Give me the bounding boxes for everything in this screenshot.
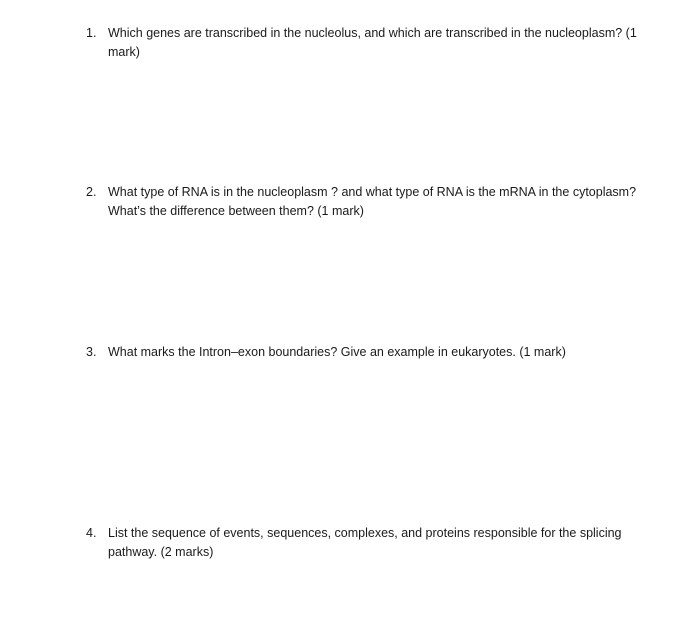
question-1-number: 1. [86, 26, 97, 40]
question-3-text: What marks the Intron–exon boundaries? Give an example in eukaryotes. (1 mark) [108, 345, 566, 359]
question-1-text: Which genes are transcribed in the nucleolus, and which are transcribed in the nucleoplasm? (1 mark) [108, 26, 637, 59]
question-4-text: List the sequence of events, sequences, complexes, and proteins responsible for the splicing pathway. (2 marks) [108, 526, 622, 559]
question-4 [86, 524, 646, 562]
question-2-number: 2. [86, 185, 97, 199]
question-2-text: What type of RNA is in the nucleoplasm ? and what type of RNA is the mRNA in the cytoplasm? What’s the difference between them? (1 mark) [108, 185, 637, 218]
question-1 [86, 24, 646, 62]
question-4-number: 4. [86, 526, 97, 540]
question-3-number: 3. [86, 345, 97, 359]
question-3 [86, 343, 646, 362]
question-2 [86, 183, 646, 221]
